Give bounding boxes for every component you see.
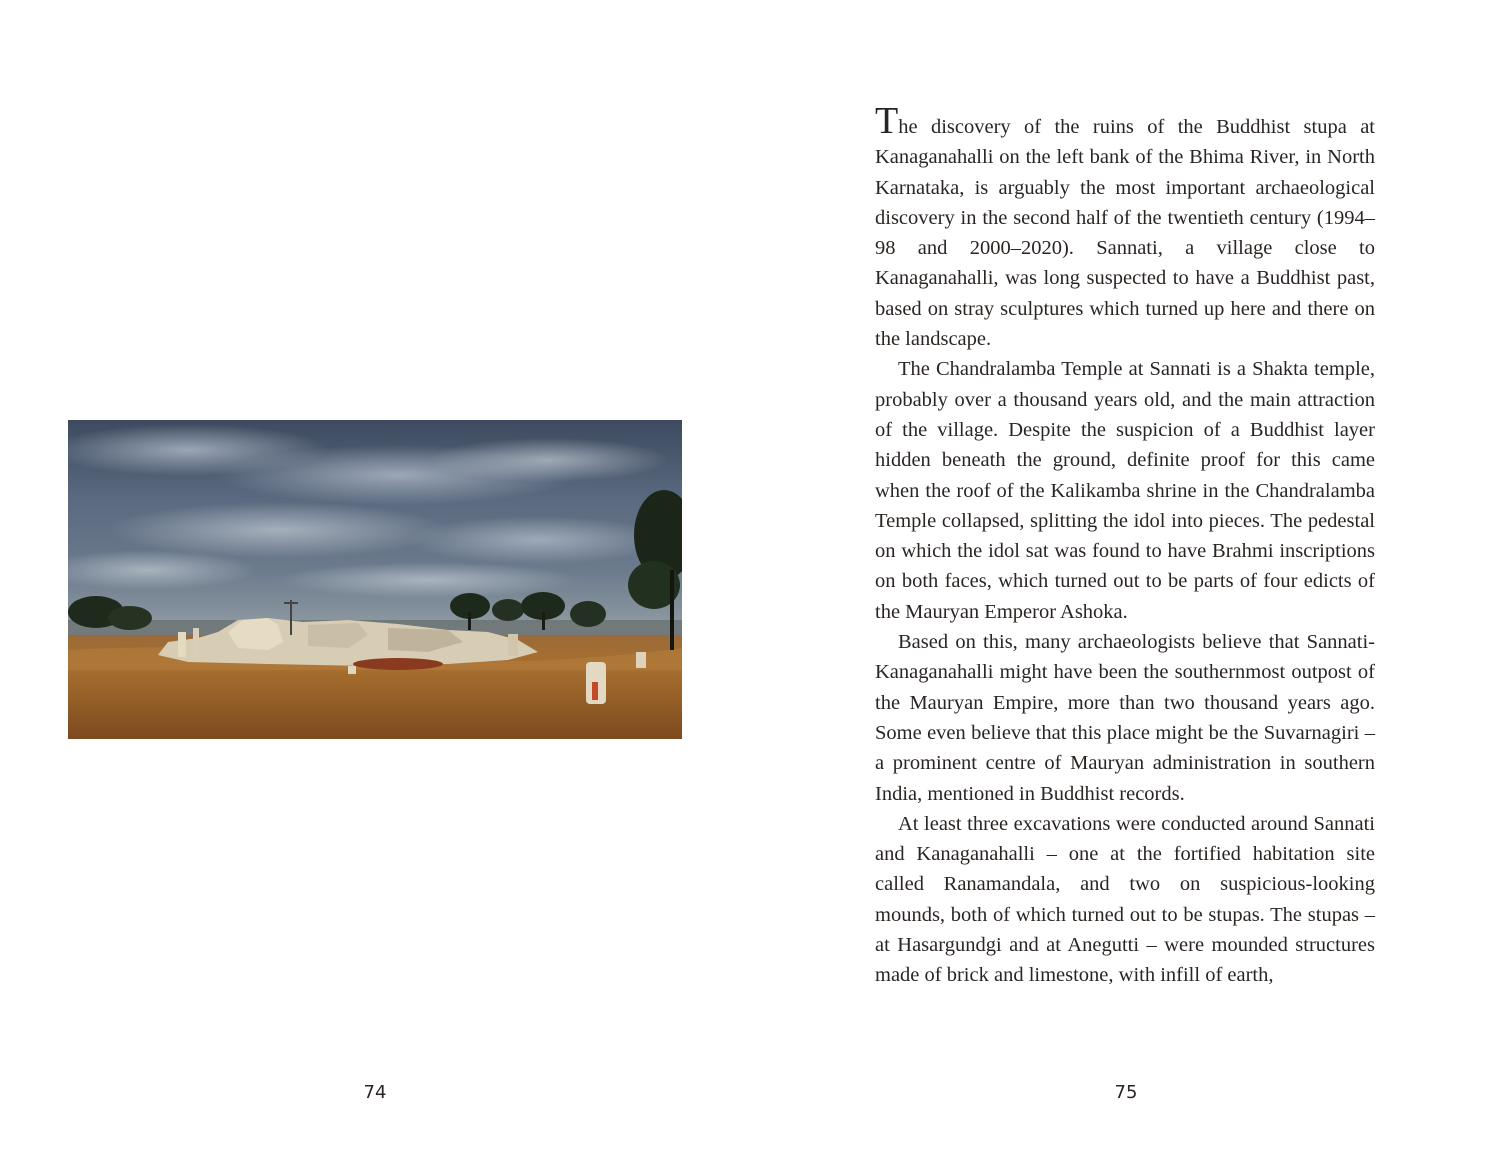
- drop-cap: T: [875, 100, 899, 142]
- page-number: 75: [1114, 1082, 1138, 1103]
- body-text: [875, 100, 1375, 991]
- paragraph: At least three excavations were conducted around Sannati and Kanaganahalli – one at the fortified habitation site called Ranamandala, and two on suspicious-looking mounds, both of which turned out to be stupas. The stupas – at Hasargundgi and at Anegutti – were mounded structures made of brick and limestone, with infill of earth,: [875, 812, 1375, 987]
- paragraph-text: he discovery of the ruins of the Buddhist stupa at Kanaganahalli on the left bank of the Bhima River, in North Karnataka, is arguably the most important archaeological discovery in the second half of the twentieth century (1994–98 and 2000–2020). Sannati, a village close to Kanaganahalli, was long suspected to have a Buddhist past, based on stray sculptures which turned up here and there on the landscape.: [875, 116, 1375, 351]
- stupa-ruins-photo: [68, 420, 682, 739]
- right-page: [750, 0, 1500, 1159]
- paragraph: The Chandralamba Temple at Sannati is a Shakta temple, probably over a thousand years old, and the main attraction of the village. Despite the suspicion of a Buddhist layer hidden beneath the ground, definite proof for this came when the roof of the Kalikamba shrine in the Chandralamba Temple collapsed, splitting the idol into pieces. The pedestal on which the idol sat was found to have Brahmi inscriptions on both faces, which turned out to be parts of four edicts of the Mauryan Emperor Ashoka.: [875, 358, 1375, 623]
- paragraph: Based on this, many archaeologists believe that Sannati-Kanaganahalli might have been the southernmost outpost of the Mauryan Empire, more than two thousand years ago. Some even believe that this place might be the Suvarnagiri – a prominent centre of Mauryan administration in southern India, mentioned in Buddhist records.: [875, 631, 1375, 805]
- paragraph: [875, 100, 1375, 354]
- page-number: 74: [363, 1082, 387, 1103]
